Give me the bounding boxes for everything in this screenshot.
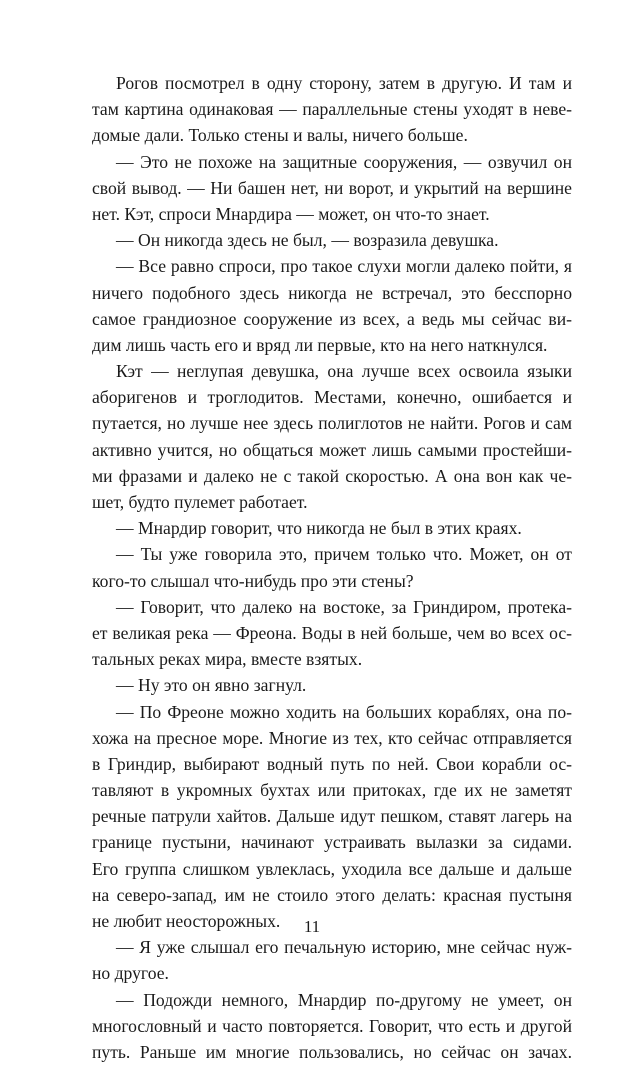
text-line: границе пустыни, начинают устраивать вылазки за сидами.: [92, 832, 572, 853]
text-line: там картина одинаковая — параллельные стены уходят в неве-: [92, 99, 572, 120]
text-line: речные патрули хайтов. Дальше идут пешком, ставят лагерь на: [92, 806, 572, 827]
text-line: — Он никогда здесь не был, — возразила девушка.: [116, 230, 499, 251]
text-line: тальных реках мира, вместе взятых.: [92, 649, 363, 670]
text-line: свой вывод. — Ни башен нет, ни ворот, и укрытий на вершине: [92, 177, 572, 198]
text-line: ет великая река — Фреона. Воды в ней больше, чем во всех ос-: [92, 622, 572, 643]
text-line: — Я уже слышал его печальную историю, мне сейчас нуж-: [116, 937, 572, 958]
text-line: Рогов посмотрел в одну сторону, затем в другую. И там и: [116, 73, 572, 93]
text-line: Его группа слишком увлеклась, уходила все дальше и дальше: [92, 858, 572, 879]
text-line: шет, будто пулемет работает.: [92, 492, 308, 512]
text-line: но другое.: [92, 963, 169, 984]
text-line: кого-то слышал что-нибудь про эти стены?: [92, 570, 414, 591]
text-line: тавляют в укромных бухтах или притоках, где их не заметят: [92, 780, 572, 801]
text-line: — Говорит, что далеко на востоке, за Гриндиром, протека-: [116, 596, 572, 617]
text-line: домые дали. Только стены и валы, ничего больше.: [92, 125, 468, 146]
text-line: — По Фреоне можно ходить на больших кораблях, она по-: [116, 701, 572, 722]
text-line: Кэт — неглупая девушка, она лучше всех освоила языки: [116, 361, 572, 382]
text-line: самое грандиозное сооружение из всех, а ведь мы сейчас ви-: [92, 308, 572, 329]
text-line: — Все равно спроси, про такое слухи могли далеко пойти, я: [116, 256, 572, 277]
text-line: многословный и часто повторяется. Говорит, что есть и другой: [92, 1015, 572, 1036]
text-line: на северо-запад, им не стоило этого делать: красная пустыня: [92, 884, 572, 905]
text-line: хожа на пресное море. Многие из тех, кто сейчас отправляется: [92, 727, 572, 748]
text-line: — Ну это он явно загнул.: [116, 675, 307, 696]
text-line: ми фразами и далеко не с такой скоростью. А она вон как че-: [92, 465, 572, 486]
text-line: в Гриндир, выбирают водный путь по ней. Свои корабли ос-: [92, 753, 572, 774]
text-line: не любит неосторожных.: [92, 911, 281, 931]
text-line: активно учится, но общаться может лишь самыми простейши-: [92, 439, 572, 460]
text-line: путается, но лучше нее здесь полиглотов не найти. Рогов и сам: [92, 413, 572, 434]
text-line: нет. Кэт, спроси Мнардира — может, он что-то знает.: [92, 203, 490, 224]
text-line: дим лишь часть его и вряд ли первые, кто на него наткнулся.: [92, 334, 548, 355]
text-line: — Ты уже говорила это, причем только что. Может, он от: [116, 544, 572, 565]
text-line: — Мнардир говорит, что никогда не был в этих краях.: [116, 518, 522, 539]
text-line: аборигенов и троглодитов. Местами, конечно, ошибается и: [92, 387, 572, 408]
text-line: ничего подобного здесь никогда не встречал, это бесспорно: [92, 282, 572, 303]
text-line: путь. Раньше им многие пользовались, но сейчас он зачах.: [92, 1041, 572, 1062]
text-line: — Подожди немного, Мнардир по-другому не умеет, он: [116, 989, 572, 1010]
text-line: — Это не похоже на защитные сооружения, — озвучил он: [116, 151, 572, 172]
page-number: 11: [303, 917, 321, 936]
